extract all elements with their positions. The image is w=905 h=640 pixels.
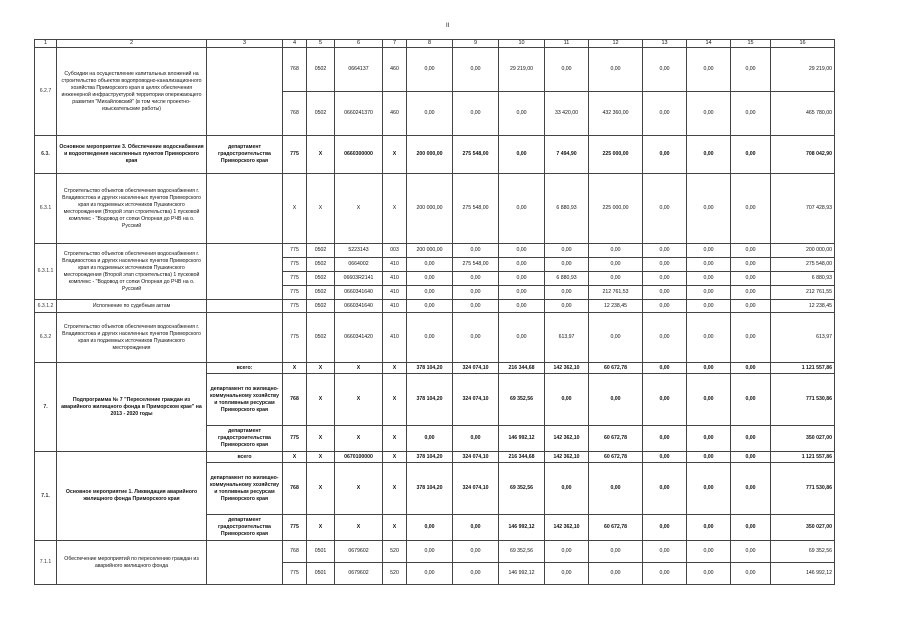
- amount-cell: 0,00: [731, 48, 771, 92]
- amount-cell: 0,00: [407, 515, 453, 541]
- amount-cell: 0,00: [687, 258, 731, 272]
- amount-cell: 0,00: [589, 563, 643, 585]
- responsible-cell: департамент градостроительства Приморского края: [207, 515, 283, 541]
- item-code-cell: 6.2.7: [35, 48, 57, 136]
- amount-cell: 707 428,93: [771, 174, 835, 244]
- amount-cell: 0,00: [731, 374, 771, 426]
- classification-cell: X: [383, 136, 407, 174]
- column-header: 6: [335, 40, 383, 48]
- amount-cell: 7 494,90: [545, 136, 589, 174]
- column-header: 4: [283, 40, 307, 48]
- amount-cell: 0,00: [545, 244, 589, 258]
- amount-cell: 275 548,00: [453, 258, 499, 272]
- responsible-cell: [207, 174, 283, 244]
- responsible-cell: департамент по жилищно-коммунальному хозяйству и топливным ресурсам Приморского края: [207, 463, 283, 515]
- classification-cell: 520: [383, 541, 407, 563]
- amount-cell: 0,00: [643, 136, 687, 174]
- amount-cell: 146 992,12: [499, 515, 545, 541]
- item-code-cell: 7.1.: [35, 452, 57, 541]
- classification-cell: X: [383, 426, 407, 452]
- item-description-cell: Подпрограмма № 7 "Переселение граждан из аварийного жилищного фонда в Приморском крае" на 2013 - 2020 годы: [57, 363, 207, 452]
- amount-cell: 0,00: [643, 541, 687, 563]
- amount-cell: 0,00: [499, 136, 545, 174]
- amount-cell: 0,00: [545, 374, 589, 426]
- table-row: [35, 136, 835, 174]
- amount-cell: 0,00: [687, 286, 731, 300]
- amount-cell: 708 042,90: [771, 136, 835, 174]
- classification-cell: X: [383, 374, 407, 426]
- item-code-cell: 6.3.1.1: [35, 244, 57, 300]
- amount-cell: 0,00: [731, 300, 771, 313]
- responsible-cell: [207, 300, 283, 313]
- classification-cell: 0670100000: [335, 452, 383, 463]
- classification-cell: X: [335, 374, 383, 426]
- table-row: [35, 313, 835, 363]
- classification-cell: X: [335, 515, 383, 541]
- amount-cell: 0,00: [687, 300, 731, 313]
- amount-cell: 0,00: [407, 258, 453, 272]
- classification-cell: 775: [283, 563, 307, 585]
- classification-cell: 0502: [307, 244, 335, 258]
- classification-cell: 0660300000: [335, 136, 383, 174]
- amount-cell: 0,00: [499, 272, 545, 286]
- amount-cell: 0,00: [687, 563, 731, 585]
- classification-cell: X: [307, 426, 335, 452]
- amount-cell: 0,00: [643, 374, 687, 426]
- classification-cell: 410: [383, 300, 407, 313]
- amount-cell: 0,00: [731, 363, 771, 374]
- amount-cell: 0,00: [453, 563, 499, 585]
- table-row: [35, 300, 835, 313]
- classification-cell: 460: [383, 92, 407, 136]
- classification-cell: 0664002: [335, 258, 383, 272]
- classification-cell: 0502: [307, 258, 335, 272]
- amount-cell: 0,00: [643, 272, 687, 286]
- amount-cell: 771 530,86: [771, 374, 835, 426]
- amount-cell: 200 000,00: [771, 244, 835, 258]
- amount-cell: 0,00: [731, 313, 771, 363]
- amount-cell: 29 219,00: [499, 48, 545, 92]
- classification-cell: X: [335, 426, 383, 452]
- classification-cell: 06603R2141: [335, 272, 383, 286]
- amount-cell: 0,00: [499, 300, 545, 313]
- amount-cell: 216 344,68: [499, 452, 545, 463]
- amount-cell: 0,00: [407, 541, 453, 563]
- classification-cell: X: [307, 515, 335, 541]
- amount-cell: 60 672,78: [589, 515, 643, 541]
- amount-cell: 0,00: [499, 92, 545, 136]
- item-description-cell: Строительство объектов обеспечения водоснабжения г. Владивостока и других населенных пунктов Приморского края из подземных источников Пушкинского месторождения: [57, 313, 207, 363]
- amount-cell: 0,00: [687, 541, 731, 563]
- amount-cell: 0,00: [687, 92, 731, 136]
- amount-cell: 0,00: [453, 244, 499, 258]
- amount-cell: 0,00: [545, 258, 589, 272]
- classification-cell: 768: [283, 541, 307, 563]
- responsible-cell: [207, 244, 283, 300]
- amount-cell: 6 880,93: [771, 272, 835, 286]
- responsible-cell: [207, 48, 283, 136]
- classification-cell: 0502: [307, 272, 335, 286]
- amount-cell: 613,97: [545, 313, 589, 363]
- classification-cell: 0660341420: [335, 313, 383, 363]
- classification-cell: 0502: [307, 300, 335, 313]
- amount-cell: 324 074,10: [453, 363, 499, 374]
- amount-cell: 0,00: [453, 300, 499, 313]
- column-header: 15: [731, 40, 771, 48]
- classification-cell: X: [383, 363, 407, 374]
- table-row: [35, 174, 835, 244]
- column-header: 7: [383, 40, 407, 48]
- classification-cell: 775: [283, 244, 307, 258]
- classification-cell: X: [383, 515, 407, 541]
- classification-cell: X: [383, 174, 407, 244]
- amount-cell: 0,00: [687, 272, 731, 286]
- amount-cell: 0,00: [407, 313, 453, 363]
- classification-cell: X: [307, 374, 335, 426]
- classification-cell: 0502: [307, 48, 335, 92]
- amount-cell: 378 104,20: [407, 463, 453, 515]
- amount-cell: 216 344,68: [499, 363, 545, 374]
- amount-cell: 0,00: [545, 48, 589, 92]
- amount-cell: 0,00: [589, 272, 643, 286]
- amount-cell: 0,00: [731, 286, 771, 300]
- item-code-cell: 6.3.2: [35, 313, 57, 363]
- classification-cell: X: [383, 463, 407, 515]
- amount-cell: 1 121 557,86: [771, 363, 835, 374]
- budget-table: [34, 39, 835, 585]
- responsible-cell: департамент градостроительства Приморского края: [207, 426, 283, 452]
- table-row: [35, 363, 835, 374]
- column-header: 8: [407, 40, 453, 48]
- classification-cell: 775: [283, 515, 307, 541]
- classification-cell: 410: [383, 313, 407, 363]
- classification-cell: 410: [383, 258, 407, 272]
- classification-cell: 0502: [307, 92, 335, 136]
- classification-cell: 768: [283, 463, 307, 515]
- amount-cell: 0,00: [453, 515, 499, 541]
- item-code-cell: 7.1.1: [35, 541, 57, 585]
- amount-cell: 0,00: [407, 48, 453, 92]
- amount-cell: 0,00: [407, 272, 453, 286]
- classification-cell: 0502: [307, 286, 335, 300]
- amount-cell: 6 880,93: [545, 174, 589, 244]
- classification-cell: X: [283, 363, 307, 374]
- item-code-cell: 6.3.: [35, 136, 57, 174]
- page-number: II: [446, 23, 450, 29]
- classification-cell: 775: [283, 426, 307, 452]
- amount-cell: 0,00: [731, 258, 771, 272]
- amount-cell: 142 362,10: [545, 363, 589, 374]
- classification-cell: 775: [283, 272, 307, 286]
- amount-cell: 324 074,10: [453, 463, 499, 515]
- classification-cell: 0664137: [335, 48, 383, 92]
- amount-cell: 29 219,00: [771, 48, 835, 92]
- column-header: 5: [307, 40, 335, 48]
- amount-cell: 200 000,00: [407, 136, 453, 174]
- amount-cell: 0,00: [589, 541, 643, 563]
- amount-cell: 0,00: [545, 286, 589, 300]
- amount-cell: 0,00: [731, 515, 771, 541]
- amount-cell: 225 000,00: [589, 174, 643, 244]
- amount-cell: 275 548,00: [453, 136, 499, 174]
- classification-cell: 775: [283, 136, 307, 174]
- amount-cell: 350 027,00: [771, 426, 835, 452]
- amount-cell: 69 352,56: [499, 541, 545, 563]
- amount-cell: 0,00: [643, 48, 687, 92]
- amount-cell: 200 000,00: [407, 244, 453, 258]
- amount-cell: 0,00: [453, 541, 499, 563]
- amount-cell: 275 548,00: [771, 258, 835, 272]
- classification-cell: 0679602: [335, 541, 383, 563]
- classification-cell: 5223143: [335, 244, 383, 258]
- item-description-cell: Основное мероприятие 1. Ликвидация аварийного жилищного фонда Приморского края: [57, 452, 207, 541]
- table-row: [35, 452, 835, 463]
- amount-cell: 0,00: [643, 300, 687, 313]
- amount-cell: 0,00: [687, 313, 731, 363]
- amount-cell: 0,00: [499, 244, 545, 258]
- classification-cell: 0679602: [335, 563, 383, 585]
- amount-cell: 378 104,20: [407, 452, 453, 463]
- amount-cell: 12 238,45: [771, 300, 835, 313]
- column-header: 3: [207, 40, 283, 48]
- classification-cell: X: [307, 174, 335, 244]
- classification-cell: 520: [383, 563, 407, 585]
- amount-cell: 0,00: [731, 272, 771, 286]
- amount-cell: 0,00: [731, 136, 771, 174]
- amount-cell: 0,00: [731, 92, 771, 136]
- amount-cell: 0,00: [499, 258, 545, 272]
- amount-cell: 0,00: [643, 563, 687, 585]
- amount-cell: 0,00: [407, 92, 453, 136]
- classification-cell: 768: [283, 374, 307, 426]
- classification-cell: X: [307, 452, 335, 463]
- amount-cell: 200 000,00: [407, 174, 453, 244]
- amount-cell: 0,00: [453, 426, 499, 452]
- amount-cell: 0,00: [589, 244, 643, 258]
- amount-cell: 0,00: [687, 136, 731, 174]
- amount-cell: 33 420,00: [545, 92, 589, 136]
- amount-cell: 0,00: [643, 92, 687, 136]
- amount-cell: 324 074,10: [453, 374, 499, 426]
- amount-cell: 0,00: [687, 244, 731, 258]
- amount-cell: 0,00: [687, 174, 731, 244]
- amount-cell: 0,00: [643, 426, 687, 452]
- amount-cell: 0,00: [643, 258, 687, 272]
- amount-cell: 69 352,56: [771, 541, 835, 563]
- amount-cell: 0,00: [407, 286, 453, 300]
- amount-cell: 0,00: [731, 426, 771, 452]
- responsible-cell: [207, 313, 283, 363]
- amount-cell: 69 352,56: [499, 463, 545, 515]
- classification-cell: X: [307, 136, 335, 174]
- amount-cell: 0,00: [731, 174, 771, 244]
- amount-cell: 465 780,00: [771, 92, 835, 136]
- item-description-cell: Субсидии на осуществление капитальных вложений на строительство объектов водопроводно-канализационного хозяйства Приморского края в целях обеспечения инженерной инфраструктурой территории опережающего развития "Михайловский" (в том числе проектно-изыскательские работы): [57, 48, 207, 136]
- amount-cell: 146 992,12: [771, 563, 835, 585]
- classification-cell: 0660341640: [335, 300, 383, 313]
- amount-cell: 0,00: [731, 563, 771, 585]
- amount-cell: 60 672,78: [589, 452, 643, 463]
- amount-cell: 324 074,10: [453, 452, 499, 463]
- amount-cell: 0,00: [453, 92, 499, 136]
- amount-cell: 378 104,20: [407, 374, 453, 426]
- amount-cell: 0,00: [731, 244, 771, 258]
- item-description-cell: Строительство объектов обеспечения водоснабжения г. Владивостока и других населенных пунктов Приморского края из подземных источников Пушкинского месторождения (Второй этап строительства) 1 пусковой комплекс - "Водовод от сопки Опорная до РЧВ на о. Русский: [57, 244, 207, 300]
- amount-cell: 0,00: [407, 300, 453, 313]
- amount-cell: 0,00: [589, 313, 643, 363]
- column-header: 9: [453, 40, 499, 48]
- classification-cell: 410: [383, 286, 407, 300]
- column-header: 1: [35, 40, 57, 48]
- responsible-cell: всего: [207, 452, 283, 463]
- amount-cell: 0,00: [545, 541, 589, 563]
- amount-cell: 142 362,10: [545, 452, 589, 463]
- amount-cell: 212 761,53: [589, 286, 643, 300]
- responsible-cell: [207, 541, 283, 585]
- amount-cell: 432 360,00: [589, 92, 643, 136]
- classification-cell: X: [335, 174, 383, 244]
- classification-cell: 0501: [307, 563, 335, 585]
- responsible-cell: департамент градостроительства Приморского края: [207, 136, 283, 174]
- amount-cell: 69 352,56: [499, 374, 545, 426]
- classification-cell: 003: [383, 244, 407, 258]
- amount-cell: 0,00: [643, 174, 687, 244]
- amount-cell: 0,00: [589, 374, 643, 426]
- item-description-cell: Исполнение по судебным актам: [57, 300, 207, 313]
- amount-cell: 6 880,93: [545, 272, 589, 286]
- amount-cell: 146 992,12: [499, 426, 545, 452]
- column-header: 13: [643, 40, 687, 48]
- amount-cell: 0,00: [643, 244, 687, 258]
- amount-cell: 275 548,00: [453, 174, 499, 244]
- item-code-cell: 6.3.1: [35, 174, 57, 244]
- classification-cell: 410: [383, 272, 407, 286]
- item-description-cell: Обеспечение мероприятий по переселению граждан из аварийного жилищного фонда: [57, 541, 207, 585]
- column-header: 12: [589, 40, 643, 48]
- amount-cell: 142 362,10: [545, 426, 589, 452]
- item-description-cell: Основное мероприятие 3. Обеспечение водоснабжения и водоотведения населенных пунктов Приморского края: [57, 136, 207, 174]
- amount-cell: 225 000,00: [589, 136, 643, 174]
- classification-cell: 775: [283, 258, 307, 272]
- column-header: 16: [771, 40, 835, 48]
- amount-cell: 0,00: [643, 452, 687, 463]
- amount-cell: 0,00: [643, 313, 687, 363]
- responsible-cell: департамент по жилищно-коммунальному хозяйству и топливным ресурсам Приморского края: [207, 374, 283, 426]
- amount-cell: 0,00: [687, 426, 731, 452]
- column-header: 10: [499, 40, 545, 48]
- classification-cell: 775: [283, 313, 307, 363]
- classification-cell: X: [335, 463, 383, 515]
- column-header: 14: [687, 40, 731, 48]
- amount-cell: 0,00: [687, 363, 731, 374]
- amount-cell: 0,00: [643, 363, 687, 374]
- amount-cell: 613,97: [771, 313, 835, 363]
- column-header: 2: [57, 40, 207, 48]
- responsible-cell: всего:: [207, 363, 283, 374]
- table-row: [35, 48, 835, 92]
- amount-cell: 0,00: [687, 463, 731, 515]
- amount-cell: 0,00: [731, 452, 771, 463]
- amount-cell: 0,00: [687, 452, 731, 463]
- classification-cell: X: [307, 363, 335, 374]
- amount-cell: 146 992,12: [499, 563, 545, 585]
- classification-cell: 775: [283, 300, 307, 313]
- classification-cell: 0502: [307, 313, 335, 363]
- table-row: [35, 541, 835, 563]
- amount-cell: 212 761,55: [771, 286, 835, 300]
- amount-cell: 0,00: [453, 313, 499, 363]
- classification-cell: 0501: [307, 541, 335, 563]
- amount-cell: 60 672,78: [589, 426, 643, 452]
- classification-cell: X: [383, 452, 407, 463]
- amount-cell: 142 362,10: [545, 515, 589, 541]
- amount-cell: 0,00: [545, 300, 589, 313]
- classification-cell: 460: [383, 48, 407, 92]
- classification-cell: 768: [283, 92, 307, 136]
- amount-cell: 0,00: [589, 258, 643, 272]
- amount-cell: 0,00: [643, 463, 687, 515]
- amount-cell: 60 672,78: [589, 363, 643, 374]
- amount-cell: 0,00: [687, 374, 731, 426]
- amount-cell: 0,00: [687, 515, 731, 541]
- classification-cell: 775: [283, 286, 307, 300]
- amount-cell: 0,00: [545, 563, 589, 585]
- classification-cell: 0660341640: [335, 286, 383, 300]
- table-row: [35, 244, 835, 258]
- item-description-cell: Строительство объектов обеспечения водоснабжения г. Владивостока и других населенных пунктов Приморского края из подземных источников Пушкинского месторождения (Второй этап строительства) 1 пусковой комплекс - "Водовод от сопки Опорная до РЧВ на о. Русский: [57, 174, 207, 244]
- amount-cell: 0,00: [731, 463, 771, 515]
- amount-cell: 0,00: [499, 313, 545, 363]
- amount-cell: 0,00: [499, 174, 545, 244]
- classification-cell: X: [335, 363, 383, 374]
- classification-cell: 0660241370: [335, 92, 383, 136]
- amount-cell: 0,00: [453, 286, 499, 300]
- classification-cell: X: [283, 174, 307, 244]
- amount-cell: 350 027,00: [771, 515, 835, 541]
- item-code-cell: 7.: [35, 363, 57, 452]
- amount-cell: 378 104,20: [407, 363, 453, 374]
- column-number-row: [35, 40, 835, 48]
- amount-cell: 0,00: [731, 541, 771, 563]
- column-header: 11: [545, 40, 589, 48]
- amount-cell: 12 238,45: [589, 300, 643, 313]
- classification-cell: 768: [283, 48, 307, 92]
- amount-cell: 0,00: [643, 515, 687, 541]
- amount-cell: 0,00: [589, 48, 643, 92]
- amount-cell: 0,00: [545, 463, 589, 515]
- amount-cell: 0,00: [453, 272, 499, 286]
- classification-cell: X: [307, 463, 335, 515]
- amount-cell: 0,00: [453, 48, 499, 92]
- amount-cell: 1 121 557,86: [771, 452, 835, 463]
- amount-cell: 0,00: [407, 563, 453, 585]
- classification-cell: X: [283, 452, 307, 463]
- amount-cell: 771 530,86: [771, 463, 835, 515]
- amount-cell: 0,00: [499, 286, 545, 300]
- item-code-cell: 6.3.1.2: [35, 300, 57, 313]
- amount-cell: 0,00: [407, 426, 453, 452]
- amount-cell: 0,00: [643, 286, 687, 300]
- amount-cell: 0,00: [687, 48, 731, 92]
- amount-cell: 0,00: [589, 463, 643, 515]
